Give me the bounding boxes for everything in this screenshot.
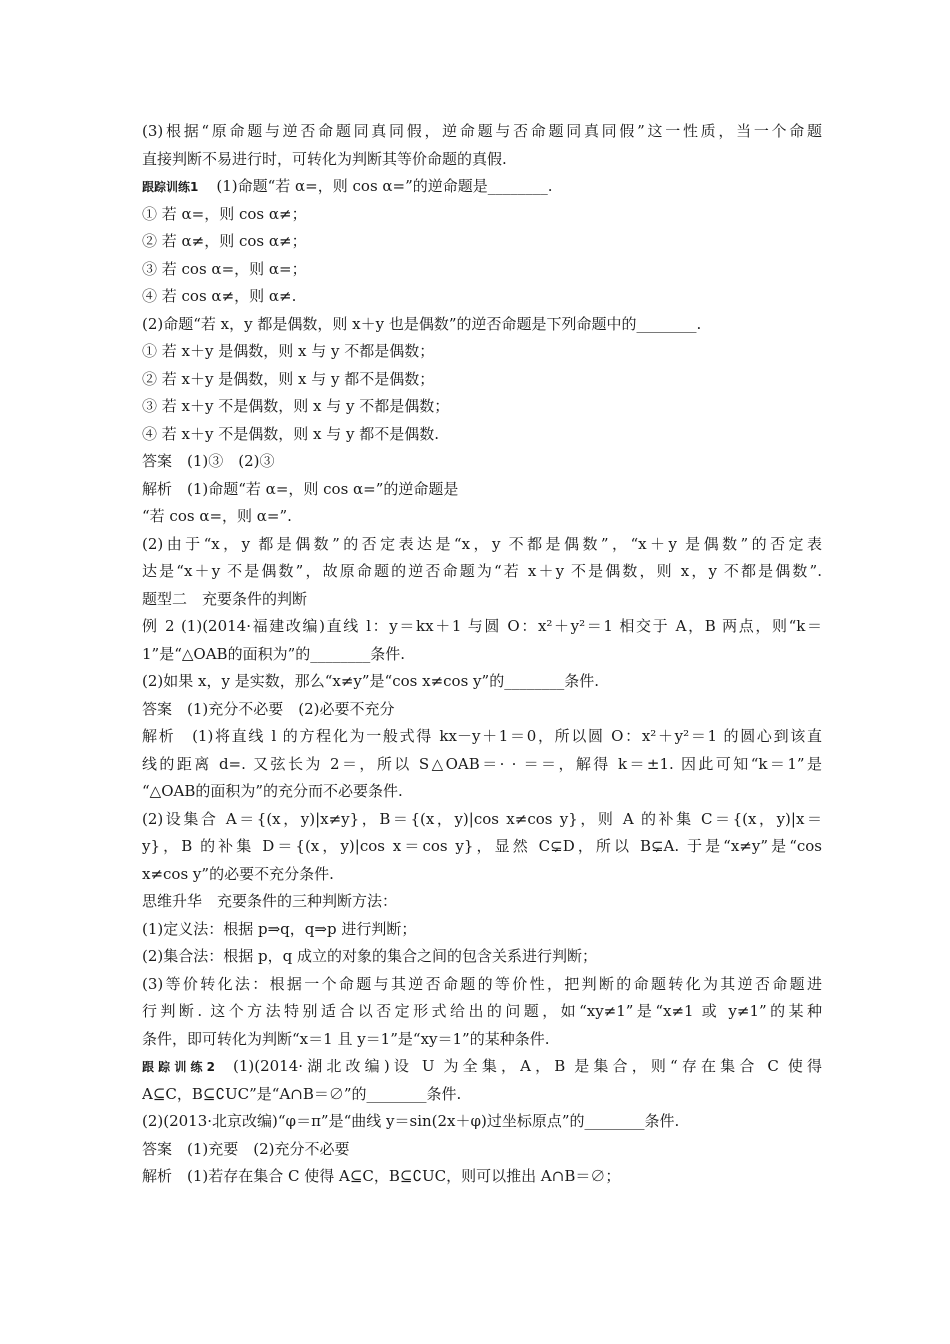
line-text: x≠cos y”的必要不充分条件. [142,864,334,883]
text-line [142,311,822,339]
text-line [142,1136,822,1164]
text-line [142,503,822,531]
text-line [142,916,822,944]
text-line [142,146,822,174]
text-line [142,338,822,366]
line-text: (1)定义法：根据 p⇒q，q⇒p 进行判断； [142,919,417,938]
line-text: (2)如果 x，y 是实数，那么“x≠y”是“cos x≠cos y”的________条件. [142,672,599,690]
text-line [142,201,822,229]
line-text: ② 若 x＋y 是偶数，则 x 与 y 都不是偶数； [142,369,435,388]
text-line [142,283,822,311]
text-line [142,558,822,586]
line-text: (1)(2014·湖北改编)设 U 为全集，A，B 是集合，则“存在集合 C 使得 [233,1057,822,1075]
line-text: (2)设集合 A＝{(x，y)|x≠y}，B＝{(x，y)|cos x≠cos y}，则 A 的补集 C＝{(x，y)|x＝ [142,809,822,828]
text-line [142,723,822,751]
line-text: 行判断. 这个方法特别适合以否定形式给出的问题，如“xy≠1”是“x≠1 或 y≠1”的某种 [142,1002,822,1020]
text-line [142,531,822,559]
line-text: ③ 若 cos α=，则 α=； [142,259,307,278]
line-text: ② 若 α≠，则 cos α≠； [142,232,307,250]
text-line [142,1108,822,1136]
line-text: 解析 (1)命题“若 α=，则 cos α=”的逆命题是 [142,479,459,498]
text-line [142,118,822,146]
text-line [142,256,822,284]
line-text: 1”是“△OAB的面积为”的________条件. [142,644,406,663]
line-text: ④ 若 x＋y 不是偶数，则 x 与 y 都不是偶数. [142,424,440,443]
line-text: 题型二 充要条件的判断 [142,589,308,608]
text-line [142,421,822,449]
text-line [142,806,822,834]
line-text: (3)根据“原命题与逆否命题同真同假，逆命题与否命题同真同假”这一性质，当一个命题 [142,122,822,140]
text-line [142,476,822,504]
line-text: 例 2 (1)(2014·福建改编)直线 l：y＝kx＋1 与圆 O：x²＋y²＝1 相交于 A，B 两点，则“k＝ [142,617,822,635]
text-line [142,1026,822,1054]
line-text: ④ 若 cos α≠，则 α≠. [142,287,297,305]
line-text: ① 若 x＋y 是偶数，则 x 与 y 不都是偶数； [142,342,435,360]
text-line [142,778,822,806]
text-line [142,393,822,421]
line-text: (2)由于“x，y 都是偶数”的否定表达是“x，y 不都是偶数”，“x＋y 是偶数”的否定表 [142,534,822,553]
text-line [142,668,822,696]
document-body [142,118,822,1191]
line-text: 解析 (1)将直线 l 的方程化为一般式得 kx－y＋1＝0，所以圆 O：x²＋y²＝1 的圆心到该直 [142,727,822,745]
line-text: 思维升华 充要条件的三种判断方法： [142,892,398,910]
text-line [142,1081,822,1109]
line-text: 直接判断不易进行时，可转化为判断其等价命题的真假. [142,149,507,168]
line-text: ① 若 α=，则 cos α≠； [142,204,307,223]
line-text: (3)等价转化法：根据一个命题与其逆否命题的等价性，把判断的命题转化为其逆否命题进 [142,974,822,993]
text-line [142,448,822,476]
line-text: (1)命题“若 α=，则 cos α=”的逆命题是________. [216,177,553,195]
line-text: 答案 (1)③ (2)③ [142,452,275,470]
line-text: A⊆C，B⊆∁UC”是“A∩B＝∅”的________条件. [142,1084,462,1103]
text-line [142,751,822,779]
text-line [142,173,822,201]
text-line [142,1163,822,1191]
exercise-tag: 跟踪训练2 [142,1060,215,1074]
text-line [142,833,822,861]
line-text: 线的距离 d=. 又弦长为 2＝，所以 S△OAB＝· · ＝＝，解得 k＝±1. 因此可知“k＝1”是 [142,754,822,773]
text-line [142,641,822,669]
line-text: 条件，即可转化为判断“x＝1 且 y＝1”是“xy＝1”的某种条件. [142,1029,550,1048]
text-line [142,888,822,916]
line-text: 达是“x＋y 不是偶数”，故原命题的逆否命题为“若 x＋y 不是偶数，则 x，y 不都是偶数”. [142,562,822,580]
line-text: 答案 (1)充分不必要 (2)必要不充分 [142,699,395,718]
text-line [142,366,822,394]
text-line [142,971,822,999]
line-text: “若 cos α=，则 α=”. [142,507,292,525]
text-line [142,861,822,889]
line-text: (2)集合法：根据 p，q 成立的对象的集合之间的包含关系进行判断； [142,947,597,965]
text-line [142,613,822,641]
text-line [142,1053,822,1081]
text-line [142,943,822,971]
line-text: y}，B 的补集 D＝{(x，y)|cos x＝cos y}，显然 C⊊D，所以 B⊊A. 于是“x≠y”是“cos [142,837,822,855]
text-line [142,586,822,614]
line-text: “△OAB的面积为”的充分而不必要条件. [142,782,403,800]
text-line [142,696,822,724]
text-line [142,998,822,1026]
line-text: 解析 (1)若存在集合 C 使得 A⊆C，B⊆∁UC，则可以推出 A∩B＝∅； [142,1167,621,1185]
line-text: (2)(2013·北京改编)“φ＝π”是“曲线 y＝sin(2x＋φ)过坐标原点”的________条件. [142,1112,680,1130]
line-text: (2)命题“若 x，y 都是偶数，则 x＋y 也是偶数”的逆否命题是下列命题中的________. [142,314,702,333]
line-text: 答案 (1)充要 (2)充分不必要 [142,1139,350,1158]
line-text: ③ 若 x＋y 不是偶数，则 x 与 y 不都是偶数； [142,397,450,415]
exercise-tag: 跟踪训练1 [142,180,199,194]
text-line [142,228,822,256]
